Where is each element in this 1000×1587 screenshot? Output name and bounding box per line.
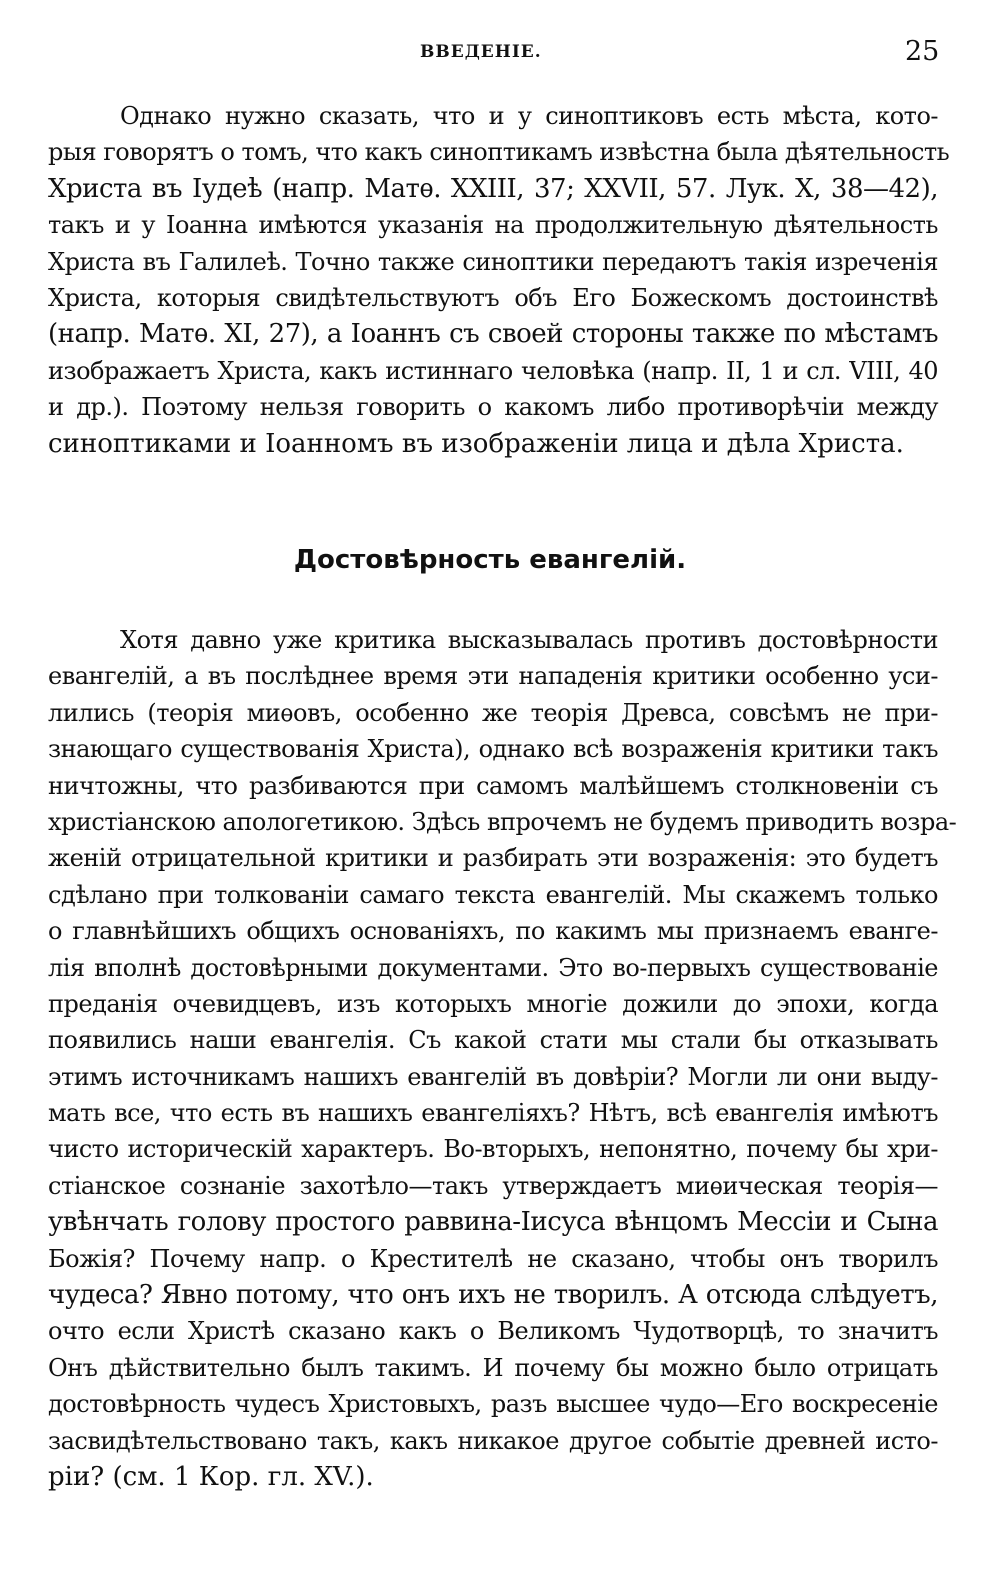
text-line: чудеса? Явно потому, что онъ ихъ не творилъ. А отсюда слѣдуетъ, — [48, 1280, 938, 1311]
text-line: достовѣрность чудесъ Христовыхъ, разъ высшее чудо—Его воскресеніе — [48, 1390, 938, 1419]
text-line: увѣнчать голову простого раввина-Іисуса вѣнцомъ Мессіи и Сына — [48, 1207, 938, 1238]
text-line: Христа въ Галилеѣ. Точно также синоптики передаютъ такія изреченія — [48, 247, 938, 276]
text-line: о главнѣйшихъ общихъ основаніяхъ, по какимъ мы признаемъ еванге- — [48, 917, 938, 946]
text-line: преданія очевидцевъ, изъ которыхъ многіе дожили до эпохи, когда — [48, 989, 938, 1018]
text-line: появились наши евангелія. Съ какой стати мы стали бы отказывать — [48, 1026, 938, 1055]
text-line: засвидѣтельствовано такъ, какъ никакое другое событіе древней исто- — [48, 1426, 938, 1455]
running-head: ВВЕДЕНІЕ. — [420, 42, 542, 62]
text-line: Христа, которыя свидѣтельствуютъ объ Его Божескомъ достоинствѣ — [48, 283, 938, 312]
page-number: 25 — [905, 36, 940, 67]
section-heading — [0, 545, 1000, 575]
text-line: лились (теорія миѳовъ, особенно же теорія Древса, совсѣмъ не при- — [48, 698, 938, 727]
text-line: рыя говорятъ о томъ, что какъ синоптикамъ извѣстна была дѣятельность — [48, 138, 950, 167]
paragraph-2 — [48, 622, 957, 1495]
text-line: этимъ источникамъ нашихъ евангелій въ довѣріи? Могли ли они выду- — [48, 1062, 938, 1091]
text-line: Однако нужно сказать, что и у синоптиковъ есть мѣста, кото- — [120, 102, 938, 130]
text-line: мать все, что есть въ нашихъ евангеліяхъ? Нѣтъ, всѣ евангелія имѣютъ — [48, 1099, 938, 1128]
text-line: женій отрицательной критики и разбирать эти возраженія: это будетъ — [48, 844, 938, 873]
text-line: христіанскою апологетикою. Здѣсь впрочемъ не будемъ приводить возра- — [48, 807, 957, 836]
text-line: (напр. Матѳ. XI, 27), а Іоаннъ съ своей стороны также по мѣстамъ — [48, 319, 938, 350]
text-line: евангелій, а въ послѣднее время эти нападенія критики особенно уси- — [48, 662, 938, 691]
text-line: Онъ дѣйствительно былъ такимъ. И почему бы можно было отрицать — [48, 1353, 938, 1382]
section-heading-text: Достовѣрность евангелій. — [293, 545, 687, 575]
text-line: ничтожны, что разбиваются при самомъ малѣйшемъ столкновеніи съ — [48, 771, 938, 800]
text-line: лія вполнѣ достовѣрными документами. Это во-первыхъ существованіе — [48, 953, 938, 982]
text-line: очто если Христѣ сказано какъ о Великомъ Чудотворцѣ, то значитъ — [48, 1317, 938, 1346]
text-line: чисто историческій характеръ. Во-вторыхъ, непонятно, почему бы хри- — [48, 1135, 938, 1164]
text-line: изображаетъ Христа, какъ истиннаго человѣка (напр. II, 1 и сл. VIII, 40 — [48, 356, 938, 385]
text-line: Божія? Почему напр. о Крестителѣ не сказано, чтобы онъ творилъ — [48, 1244, 938, 1273]
text-line: сдѣлано при толкованіи самаго текста евангелій. Мы скажемъ только — [48, 880, 938, 909]
text-line: Христа въ Іудеѣ (напр. Матѳ. XXIII, 37; XXVII, 57. Лук. X, 38—42), — [48, 173, 938, 204]
text-line: и др.). Поэтому нельзя говорить о какомъ либо противорѣчіи между — [48, 393, 938, 422]
text-line: такъ и у Іоанна имѣются указанія на продолжительную дѣятельность — [48, 211, 938, 240]
text-line: синоптиками и Іоанномъ въ изображеніи лица и дѣла Христа. — [48, 428, 904, 459]
paragraph-1 — [48, 98, 950, 462]
text-line: стіанское сознаніе захотѣло—такъ утверждаетъ миѳическая теорія— — [48, 1171, 938, 1200]
text-line: знающаго существованія Христа), однако всѣ возраженія критики такъ — [48, 735, 938, 764]
text-line: ріи? (см. 1 Кор. гл. XV.). — [48, 1461, 374, 1492]
text-line: Хотя давно уже критика высказывалась противъ достовѣрности — [120, 626, 938, 654]
